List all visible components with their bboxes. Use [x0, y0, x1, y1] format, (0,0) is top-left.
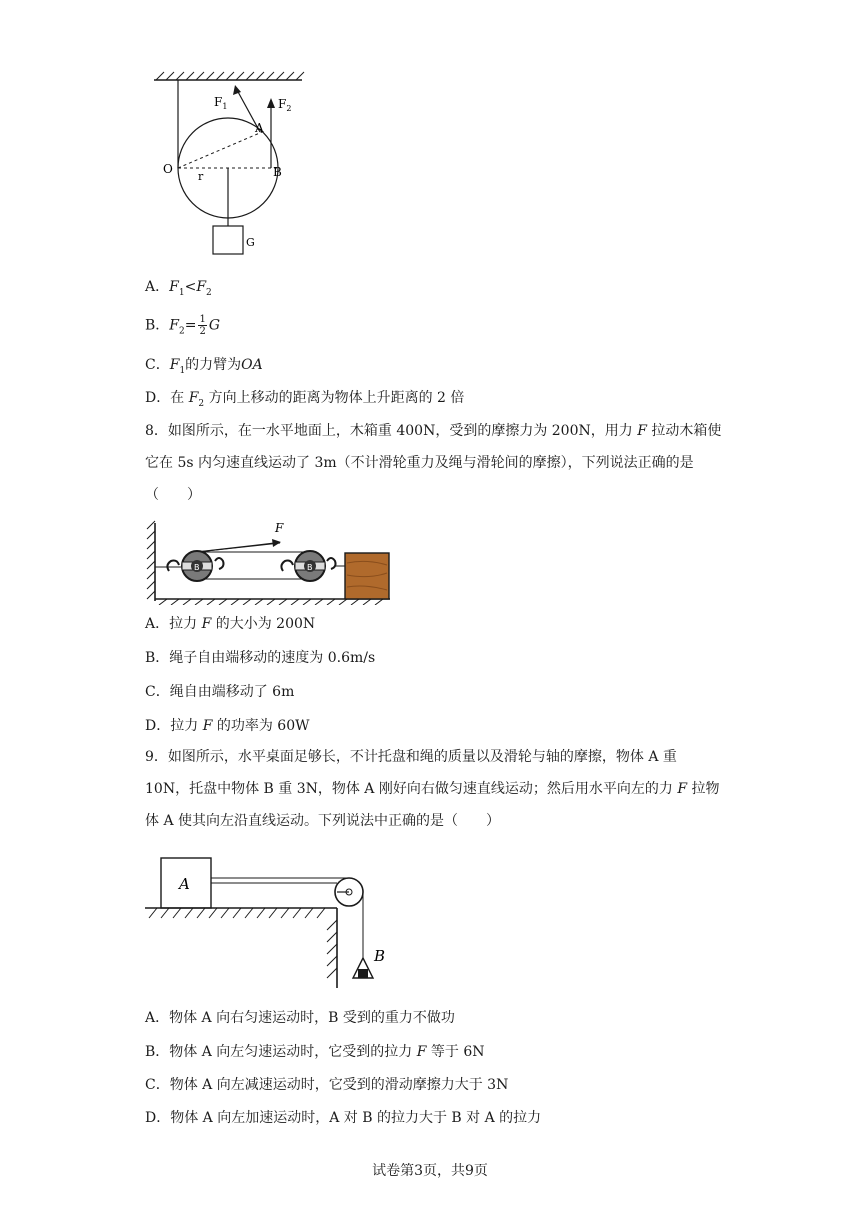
q8-option-d: D．拉力 F 的功率为 60W	[145, 718, 310, 734]
q9-option-b: B．物体 A 向左匀速运动时，它受到的拉力 F 等于 6N	[145, 1044, 485, 1060]
wooden-box	[345, 553, 389, 599]
label-f2: $F_2$	[278, 97, 292, 113]
force-f2-arrow	[267, 98, 275, 168]
q8-option-a: A．拉力 F 的大小为 200N	[145, 616, 316, 632]
label-r: r	[198, 170, 204, 183]
weight-g	[213, 226, 243, 254]
label-o: O	[163, 162, 173, 176]
line-oa	[178, 132, 262, 168]
q9-table-pulley-figure	[145, 850, 395, 990]
fraction-one-half: $\frac{1}{2}$	[199, 314, 206, 337]
q8-option-b: B．绳子自由端移动的速度为 0.6m/s	[145, 650, 376, 666]
force-f-arrow	[197, 539, 281, 552]
label-a: A	[255, 121, 264, 135]
q9-option-c: C．物体 A 向左减速运动时，它受到的滑动摩擦力大于 3N	[145, 1077, 509, 1093]
tray-b	[353, 958, 373, 978]
q7-pulley-figure	[140, 68, 320, 263]
q9-stem: 9．如图所示，水平桌面足够长，不计托盘和绳的质量以及滑轮与轴的摩擦，物体 A 重 10N，托盘中物体 B 重 3N，物体 A 刚好向右做匀速直线运动；然后用水平向左的力 F 拉物体 A 使其向左沿直线运动。下列说法中正确的是（ ）	[145, 749, 720, 829]
page-footer: 试卷第3页，共9页	[372, 1163, 488, 1179]
pulley-left	[167, 551, 223, 581]
label-tray-b: B	[374, 947, 386, 965]
q7-option-d: D．在 $F_2$ 方向上移动的距离为物体上升距离的 2 倍	[145, 390, 465, 409]
label-f: F	[275, 521, 284, 535]
q7-option-c: C．$F_1$的力臂为OA	[145, 357, 263, 376]
ground	[155, 599, 390, 605]
q8-pulley-figure	[145, 515, 395, 605]
ceiling	[154, 72, 304, 80]
pulley-right	[281, 551, 335, 581]
q9-option-d: D．物体 A 向左加速运动时，A 对 B 的拉力大于 B 对 A 的拉力	[145, 1110, 542, 1126]
q9-option-a: A．物体 A 向右匀速运动时，B 受到的重力不做功	[145, 1010, 455, 1026]
q7-option-a: A．$F_1<F_2$	[145, 279, 212, 298]
svg-text:B: B	[194, 563, 200, 572]
q8-option-c: C．绳自由端移动了 6m	[145, 684, 295, 700]
svg-text:B: B	[307, 563, 313, 572]
table-edge	[327, 908, 337, 988]
label-f1: $F_1$	[214, 95, 228, 111]
label-g: G	[246, 236, 255, 249]
q7-option-b: B．$F_2=$ $\frac{1}{2}$ G	[145, 314, 221, 337]
q8-stem: 8．如图所示，在一水平地面上，木箱重 400N，受到的摩擦力为 200N，用力 F 拉动木箱使它在 5s 内匀速直线运动了 3m（不计滑轮重力及绳与滑轮间的摩擦），下列说法正确的是（ ）	[145, 423, 722, 503]
wall	[147, 521, 155, 601]
label-b: B	[273, 165, 282, 179]
label-block-a: A	[179, 875, 190, 893]
pulley-wheel	[335, 878, 363, 906]
table-top	[145, 908, 337, 918]
